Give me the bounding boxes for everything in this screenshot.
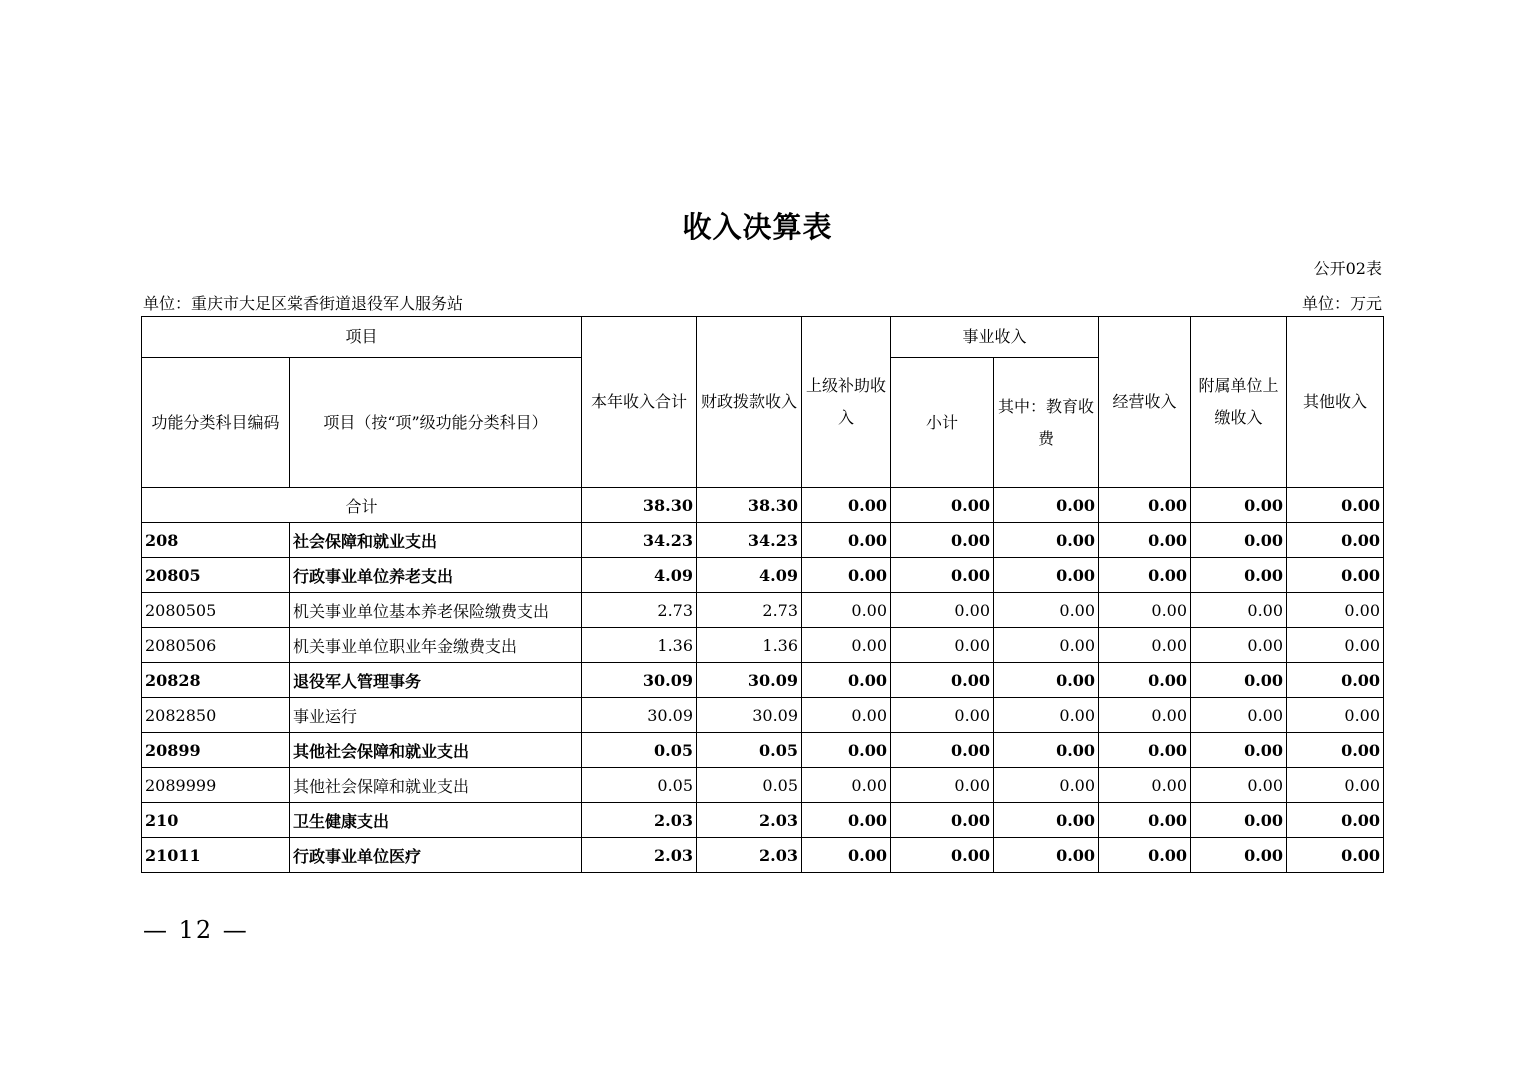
table-row [142, 593, 1384, 628]
row-name: 退役军人管理事务 [290, 663, 582, 698]
row-value: 0.00 [802, 838, 891, 873]
row-value: 2.03 [582, 803, 697, 838]
row-value: 2.03 [582, 838, 697, 873]
row-value: 0.00 [891, 698, 994, 733]
row-value: 30.09 [582, 663, 697, 698]
row-value: 0.00 [1191, 523, 1287, 558]
row-value: 0.00 [802, 593, 891, 628]
row-name: 卫生健康支出 [290, 803, 582, 838]
row-value: 0.00 [1191, 593, 1287, 628]
row-value: 0.00 [1191, 558, 1287, 593]
row-value: 0.00 [994, 663, 1099, 698]
row-value: 0.00 [891, 838, 994, 873]
row-value: 0.00 [1287, 663, 1384, 698]
row-code: 20899 [142, 733, 290, 768]
row-name: 行政事业单位医疗 [290, 838, 582, 873]
total-value: 0.00 [1099, 488, 1191, 523]
row-value: 0.00 [1191, 768, 1287, 803]
row-value: 30.09 [697, 663, 802, 698]
row-value: 0.00 [1287, 698, 1384, 733]
row-value: 0.00 [1099, 663, 1191, 698]
header-fiscal: 财政拨款收入 [697, 317, 802, 488]
header-project-group: 项目 [142, 317, 582, 358]
row-value: 0.00 [1099, 768, 1191, 803]
row-value: 0.00 [1287, 523, 1384, 558]
page-number: — 12 — [143, 916, 249, 944]
row-value: 0.00 [994, 768, 1099, 803]
row-name: 行政事业单位养老支出 [290, 558, 582, 593]
row-value: 0.05 [697, 733, 802, 768]
row-value: 34.23 [582, 523, 697, 558]
row-value: 0.00 [1287, 628, 1384, 663]
row-value: 0.00 [1099, 803, 1191, 838]
row-value: 0.00 [802, 768, 891, 803]
header-education-fee: 其中：教育收费 [994, 358, 1099, 488]
row-value: 0.00 [802, 698, 891, 733]
total-value: 0.00 [1287, 488, 1384, 523]
row-value: 0.00 [891, 523, 994, 558]
row-value: 0.00 [994, 558, 1099, 593]
unit-currency: 单位：万元 [1301, 294, 1382, 313]
row-value: 0.00 [994, 628, 1099, 663]
row-code: 210 [142, 803, 290, 838]
total-label: 合计 [142, 488, 582, 523]
table-row [142, 558, 1384, 593]
row-value: 0.00 [1099, 698, 1191, 733]
table-row [142, 838, 1384, 873]
row-code: 20805 [142, 558, 290, 593]
row-value: 1.36 [582, 628, 697, 663]
row-value: 2.03 [697, 838, 802, 873]
row-name: 其他社会保障和就业支出 [290, 768, 582, 803]
table-row [142, 663, 1384, 698]
row-value: 0.00 [802, 733, 891, 768]
row-value: 0.00 [1099, 733, 1191, 768]
row-code: 2080505 [142, 593, 290, 628]
row-value: 0.00 [994, 593, 1099, 628]
row-value: 1.36 [697, 628, 802, 663]
row-value: 0.00 [1191, 803, 1287, 838]
row-value: 0.00 [802, 558, 891, 593]
row-code: 20828 [142, 663, 290, 698]
row-code: 21011 [142, 838, 290, 873]
total-value: 38.30 [697, 488, 802, 523]
row-value: 0.00 [802, 663, 891, 698]
row-value: 30.09 [697, 698, 802, 733]
row-value: 0.00 [891, 768, 994, 803]
row-value: 0.00 [891, 803, 994, 838]
row-value: 0.00 [1287, 733, 1384, 768]
table-row [142, 523, 1384, 558]
total-value: 0.00 [1191, 488, 1287, 523]
row-value: 0.00 [1191, 838, 1287, 873]
row-value: 0.00 [1287, 558, 1384, 593]
unit-organization: 单位：重庆市大足区棠香街道退役军人服务站 [143, 294, 464, 313]
table-row [142, 803, 1384, 838]
total-value: 38.30 [582, 488, 697, 523]
header-project-name: 项目（按“项”级功能分类科目） [290, 358, 582, 488]
header-code: 功能分类科目编码 [142, 358, 290, 488]
income-table [141, 316, 1384, 873]
row-name: 社会保障和就业支出 [290, 523, 582, 558]
row-value: 0.00 [1287, 593, 1384, 628]
row-value: 0.00 [891, 628, 994, 663]
row-code: 208 [142, 523, 290, 558]
row-value: 0.00 [994, 803, 1099, 838]
total-value: 0.00 [891, 488, 994, 523]
row-value: 0.00 [802, 523, 891, 558]
row-value: 0.00 [1099, 593, 1191, 628]
row-value: 0.00 [1191, 698, 1287, 733]
header-other: 其他收入 [1287, 317, 1384, 488]
row-value: 0.00 [802, 803, 891, 838]
row-value: 0.05 [697, 768, 802, 803]
row-name: 其他社会保障和就业支出 [290, 733, 582, 768]
row-value: 0.00 [1287, 768, 1384, 803]
row-value: 0.00 [1191, 733, 1287, 768]
table-row [142, 733, 1384, 768]
row-value: 4.09 [697, 558, 802, 593]
row-value: 0.00 [1191, 628, 1287, 663]
row-code: 2080506 [142, 628, 290, 663]
header-superior-subsidy: 上级补助收入 [802, 317, 891, 488]
table-row [142, 698, 1384, 733]
page-title: 收入决算表 [682, 210, 833, 244]
table-row [142, 628, 1384, 663]
total-value: 0.00 [994, 488, 1099, 523]
row-value: 2.03 [697, 803, 802, 838]
row-code: 2082850 [142, 698, 290, 733]
row-value: 0.00 [1191, 663, 1287, 698]
row-value: 0.00 [891, 558, 994, 593]
row-value: 0.00 [1287, 803, 1384, 838]
total-row [142, 488, 1384, 523]
row-value: 0.00 [802, 628, 891, 663]
table-row [142, 768, 1384, 803]
total-value: 0.00 [802, 488, 891, 523]
row-value: 0.00 [1099, 558, 1191, 593]
row-code: 2089999 [142, 768, 290, 803]
row-value: 0.00 [1099, 838, 1191, 873]
row-value: 0.00 [891, 593, 994, 628]
header-subtotal: 小计 [891, 358, 994, 488]
row-value: 2.73 [582, 593, 697, 628]
header-business-group: 事业收入 [891, 317, 1099, 358]
row-value: 0.00 [994, 523, 1099, 558]
row-name: 事业运行 [290, 698, 582, 733]
header-operating: 经营收入 [1099, 317, 1191, 488]
row-value: 34.23 [697, 523, 802, 558]
row-value: 0.00 [994, 698, 1099, 733]
row-value: 0.00 [994, 838, 1099, 873]
row-value: 30.09 [582, 698, 697, 733]
header-total: 本年收入合计 [582, 317, 697, 488]
header-affiliate: 附属单位上缴收入 [1191, 317, 1287, 488]
row-value: 0.00 [994, 733, 1099, 768]
table-body [142, 488, 1384, 873]
row-value: 2.73 [697, 593, 802, 628]
row-value: 0.00 [891, 663, 994, 698]
row-value: 0.05 [582, 768, 697, 803]
row-name: 机关事业单位职业年金缴费支出 [290, 628, 582, 663]
row-value: 0.00 [1099, 523, 1191, 558]
row-name: 机关事业单位基本养老保险缴费支出 [290, 593, 582, 628]
row-value: 0.00 [1099, 628, 1191, 663]
row-value: 0.05 [582, 733, 697, 768]
form-number: 公开02表 [1313, 259, 1382, 278]
row-value: 4.09 [582, 558, 697, 593]
row-value: 0.00 [891, 733, 994, 768]
row-value: 0.00 [1287, 838, 1384, 873]
